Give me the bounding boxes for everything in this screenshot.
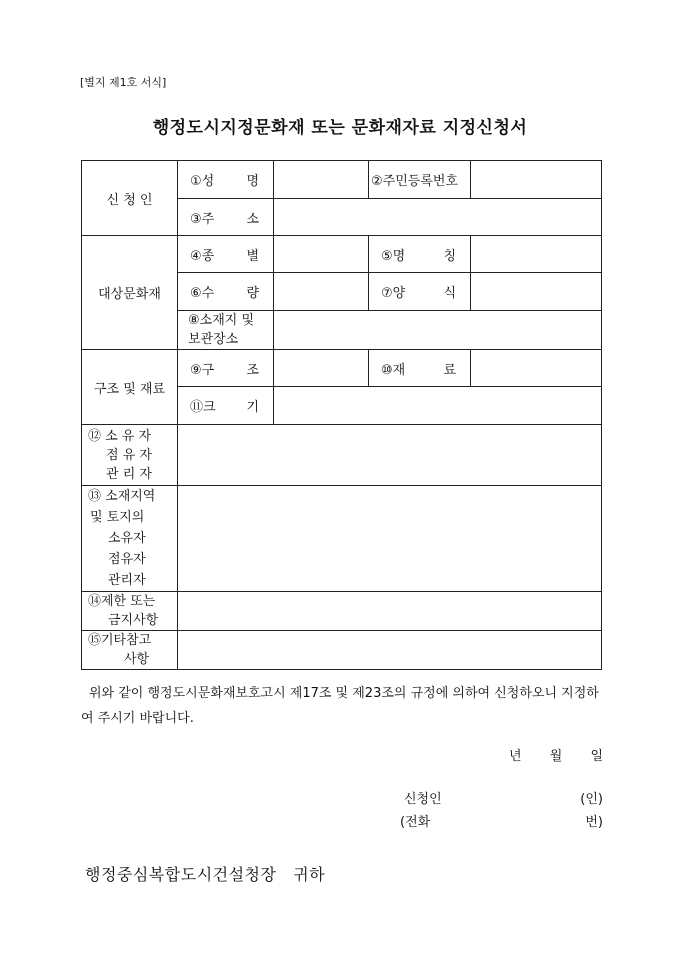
style-field[interactable] [471, 273, 602, 311]
other-notes-label [82, 631, 178, 670]
quantity-label-b: 량 [246, 286, 259, 301]
owner-label-line3: 관 리 자 [106, 466, 152, 482]
structure-label-a: ⑨구 [190, 362, 215, 378]
restriction-label [82, 592, 178, 631]
location-label-line2: 보관장소 [188, 332, 239, 347]
address-label-a: ③주 [190, 211, 215, 227]
location-field[interactable] [274, 311, 602, 350]
land-label-line4: 점유자 [108, 552, 146, 567]
title-field[interactable] [471, 236, 602, 273]
declaration-text: 위와 같이 행정도시문화재보호고시 제17조 및 제23조의 규정에 의하여 신청하오니 지정하여 주시기 바랍니다. [81, 686, 599, 726]
structure-group-label: 구조 및 재료 [82, 350, 178, 425]
size-label [178, 387, 274, 425]
quantity-label [178, 273, 274, 311]
phone-label: (전화 [400, 815, 431, 830]
land-label-line1: ⑬ 소재지역 [88, 489, 156, 504]
date-day: 일 [590, 749, 603, 764]
applicant-signature-line [400, 788, 603, 807]
date-month: 월 [549, 749, 563, 764]
date-year: 년 [509, 749, 522, 764]
applicant-signature-label: 신청인 [404, 792, 442, 807]
applicant-group-label: 신 청 인 [82, 161, 178, 236]
other-label-line1: ⑮기타참고 [88, 633, 152, 648]
seal-label: (인) [580, 792, 603, 807]
form-number: [별지 제1호 서식] [80, 76, 167, 89]
material-label-b: 료 [443, 362, 456, 378]
structure-label [178, 350, 274, 387]
restriction-label-line1: ⑭제한 또는 [88, 594, 156, 609]
style-label [369, 273, 471, 311]
land-label-line5: 관리자 [108, 573, 146, 588]
structure-label-b: 조 [246, 362, 259, 378]
owner-label-line2: 점 유 자 [106, 447, 152, 463]
size-label-a: ⑪크 [190, 400, 216, 415]
application-form-table [81, 160, 602, 670]
page-title: 행정도시지정문화재 또는 문화재자료 지정신청서 [152, 118, 528, 138]
resident-number-label: ②주민등록번호 [369, 161, 471, 199]
address-label [178, 199, 274, 236]
land-owner-field[interactable] [178, 486, 602, 592]
type-label-b: 별 [246, 248, 259, 264]
name-label [178, 161, 274, 199]
owner-label-line1: ⑫ 소 유 자 [88, 428, 152, 444]
date-line [509, 745, 603, 764]
material-label [369, 350, 471, 387]
heritage-group-label: 대상문화재 [82, 236, 178, 350]
phone-line [400, 811, 603, 830]
style-label-a: ⑦양 [381, 286, 406, 301]
owner-field[interactable] [178, 425, 602, 486]
size-label-b: 기 [246, 400, 259, 415]
material-field[interactable] [471, 350, 602, 387]
style-label-b: 식 [443, 286, 456, 301]
land-owner-label [82, 486, 178, 592]
land-label-line3: 소유자 [108, 531, 146, 546]
type-field[interactable] [274, 236, 369, 273]
restriction-label-line2: 금지사항 [108, 613, 159, 628]
type-label-a: ④종 [190, 248, 215, 264]
address-label-b: 소 [246, 211, 259, 227]
other-label-line2: 사항 [124, 652, 150, 667]
phone-suffix: 번) [585, 815, 603, 830]
quantity-label-a: ⑥수 [190, 286, 215, 301]
resident-number-field[interactable] [471, 161, 602, 199]
restriction-field[interactable] [178, 592, 602, 631]
material-label-a: ⑩재 [381, 362, 406, 378]
quantity-field[interactable] [274, 273, 369, 311]
structure-field[interactable] [274, 350, 369, 387]
name-label-b: 명 [246, 174, 259, 189]
title-label-a: ⑤명 [381, 248, 406, 264]
title-label-b: 칭 [443, 248, 456, 264]
location-label-line1: ⑧소재지 및 [188, 313, 255, 328]
address-field[interactable] [274, 199, 602, 236]
recipient: 행정중심복합도시건설청장 귀하 [85, 865, 326, 884]
name-label-a: ①성 [190, 174, 215, 189]
title-label [369, 236, 471, 273]
other-notes-field[interactable] [178, 631, 602, 670]
location-label [178, 311, 274, 350]
name-field[interactable] [274, 161, 369, 199]
owner-label [82, 425, 178, 486]
type-label [178, 236, 274, 273]
size-field[interactable] [274, 387, 602, 425]
land-label-line2: 및 토지의 [90, 510, 145, 525]
